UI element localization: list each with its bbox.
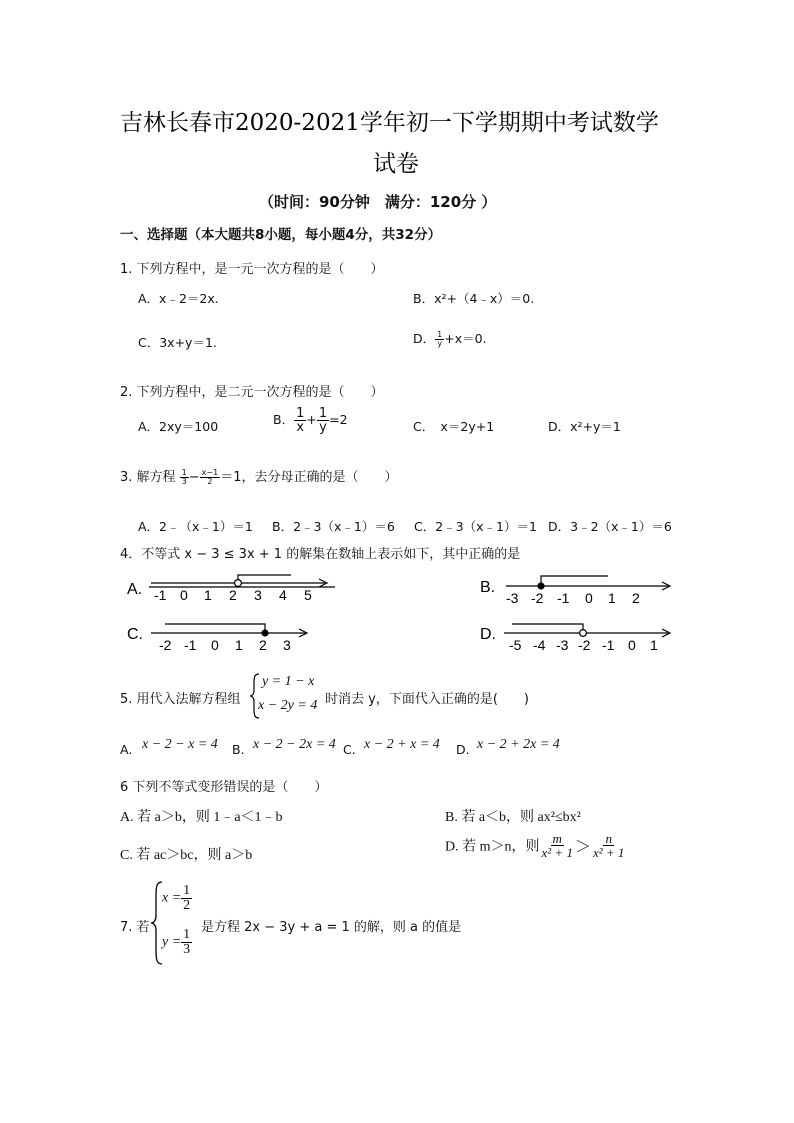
number-line-b — [478, 568, 674, 606]
tick-label: 1 — [235, 637, 243, 653]
question-6-stem: 6 下列不等式变形错误的是（ ） — [120, 780, 328, 795]
question-7-suffix: 是方程 2x − 3y + a = 1 的解，则 a 的值是 — [201, 920, 462, 935]
tick-label: -4 — [533, 637, 546, 653]
question-5-prefix: 5. 用代入法解方程组 — [120, 692, 241, 707]
tick-label: 5 — [304, 587, 312, 603]
tick-label: 0 — [211, 637, 219, 653]
q3-option-c: C．2﹣3（x﹣1）＝1 — [414, 519, 537, 534]
option-label: C. — [127, 626, 143, 643]
q6-option-c: C. 若 ac＞bc，则 a＞b — [120, 848, 253, 863]
tick-label: 3 — [283, 637, 291, 653]
q2-option-a: A．2xy＝100 — [138, 419, 219, 434]
number-line-a-axis — [125, 568, 335, 604]
tick-label: -3 — [556, 637, 569, 653]
tick-label: -2 — [159, 637, 172, 653]
question-7-prefix: 7. 若 — [120, 920, 150, 935]
system-eq-2: x − 2y = 4 — [258, 698, 318, 713]
q5-option-b: x − 2 − 2x = 4 — [253, 737, 336, 752]
tick-label: 4 — [279, 587, 287, 603]
q2-option-d: D．x²+y＝1 — [548, 419, 621, 434]
page-title-line2: 试卷 — [373, 151, 419, 177]
ticks-d — [509, 637, 658, 653]
tick-label: 2 — [259, 637, 267, 653]
tick-label: 0 — [628, 637, 636, 653]
ticks-c — [159, 637, 291, 653]
tick-label: -5 — [509, 637, 522, 653]
q2-option-b: B． $\frac{1}{x}$ + $\frac{1}{y}$ =2 — [273, 406, 348, 435]
solution-y: y = $\frac{1}{3}$ — [162, 927, 191, 957]
section-heading: 一、选择题（本大题共8小题，每小题4分，共32分） — [120, 227, 442, 243]
q5-option-a: x − 2 − x = 4 — [142, 737, 218, 752]
q1-option-a: A．x﹣2＝2x. — [138, 291, 219, 306]
number-line-d — [478, 616, 674, 654]
tick-label: -3 — [506, 590, 519, 606]
tick-label: -1 — [602, 637, 615, 653]
tick-label: 0 — [585, 590, 593, 606]
q6-option-a: A. 若 a＞b，则 1﹣a＜1﹣b — [120, 810, 283, 825]
tick-label: 1 — [204, 587, 212, 603]
q5-option-d-label: D. — [456, 742, 470, 757]
tick-label: 0 — [180, 587, 188, 603]
q1-option-b: B．x²+（4﹣x）＝0. — [413, 291, 535, 306]
number-line-c — [125, 618, 310, 654]
q5-option-d: x − 2 + 2x = 4 — [477, 737, 560, 752]
q3-option-b: B．2﹣3（x﹣1）＝6 — [272, 519, 395, 534]
tick-label: -2 — [578, 637, 591, 653]
question-1-stem: 1. 下列方程中，是一元一次方程的是（ ） — [120, 262, 384, 277]
q5-option-c: x − 2 + x = 4 — [364, 737, 440, 752]
page-title: 吉林长春市2020-2021学年初一下学期期中考试数学 — [120, 110, 659, 136]
tick-label: -2 — [531, 590, 544, 606]
exam-info: （时间：90分钟 满分：120分 ） — [259, 193, 497, 211]
question-2-stem: 2. 下列方程中，是二元一次方程的是（ ） — [120, 385, 384, 400]
system-eq-1: y = 1 − x — [262, 674, 315, 689]
option-label: D. — [480, 626, 496, 643]
tick-label: -1 — [184, 637, 197, 653]
option-label: B. — [480, 579, 496, 596]
q3-option-d: D．3﹣2（x﹣1）＝6 — [548, 519, 672, 534]
question-3-stem: 3. 解方程 $\frac{1}{3}$ − $\frac{x-1}{2}$ ＝1，去分母正确的是（ ） — [120, 468, 398, 486]
q6-option-b: B. 若 a＜b，则 ax²≤bx² — [445, 810, 581, 825]
q5-option-c-label: C. — [343, 742, 356, 757]
ticks-a — [154, 587, 312, 603]
q1-option-c: C．3x+y＝1. — [138, 335, 217, 350]
q5-option-a-label: A. — [120, 742, 133, 757]
tick-label: -1 — [154, 587, 167, 603]
tick-label: 2 — [632, 590, 640, 606]
q6-option-d: D. 若 m＞n，则 $\frac{m}{\text{x² + 1}}$ ＞ $\frac{n}{\text{x² + 1}}$ — [445, 831, 625, 860]
q1-option-d: D． $\frac{1}{y}$ +x＝0. — [413, 330, 487, 348]
option-label: A. — [127, 581, 143, 598]
question-4-stem: 4．不等式 x − 3 ≤ 3x + 1 的解集在数轴上表示如下，其中正确的是 — [120, 547, 521, 562]
tick-label: 1 — [608, 590, 616, 606]
question-5-suffix: 时消去 y，下面代入正确的是( ) — [325, 692, 529, 707]
tick-label: 3 — [254, 587, 262, 603]
ticks-b — [506, 590, 640, 606]
q2-option-c: C． x＝2y+1 — [413, 419, 495, 434]
tick-label: -1 — [557, 590, 570, 606]
tick-label: 2 — [229, 587, 237, 603]
q3-option-a: A．2﹣（x﹣1）＝1 — [138, 519, 253, 534]
q5-option-b-label: B. — [232, 742, 245, 757]
solution-x: x = $\frac{1}{2}$ — [162, 883, 191, 913]
tick-label: 1 — [650, 637, 658, 653]
